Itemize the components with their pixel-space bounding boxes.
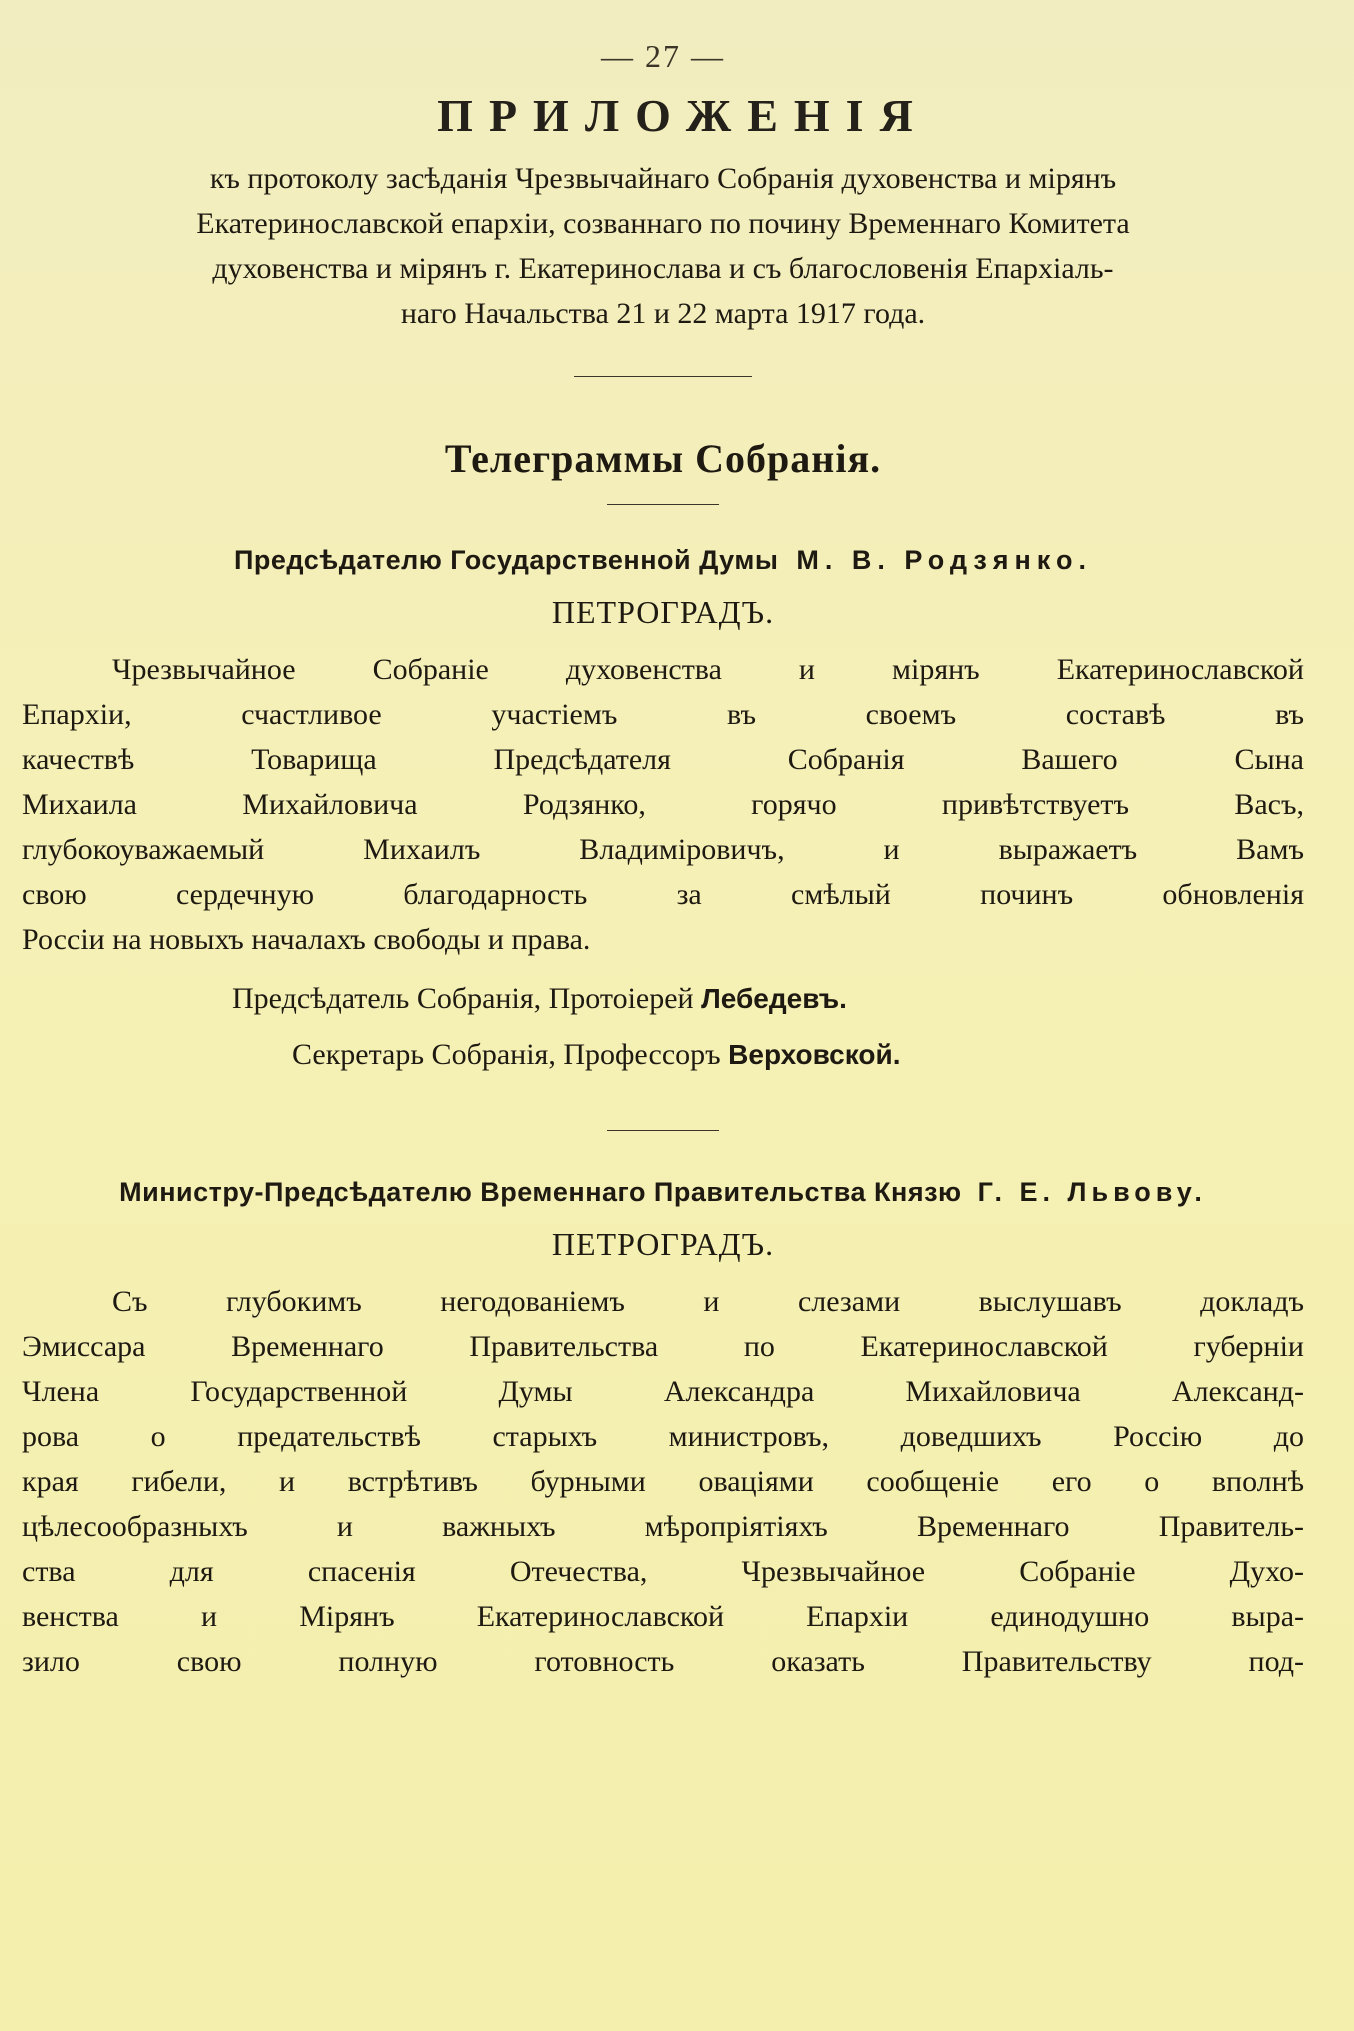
telegram-1	[22, 545, 1304, 1072]
telegram-1-addressee	[22, 545, 1304, 576]
addressee-prefix: Предсѣдателю Государственной Думы	[234, 545, 779, 575]
body-line: Члена Государственной Думы Александра Михайловича Александ-	[22, 1375, 1304, 1408]
telegram-2	[22, 1177, 1304, 1684]
body-line: края гибели, и встрѣтивъ бурными оваціями сообщеніе его о вполнѣ	[22, 1465, 1304, 1498]
addressee-prefix: Министру-Предсѣдателю Временнаго Правительства Князю	[119, 1177, 962, 1207]
addressee-name: М. В. Родзянко.	[796, 545, 1092, 575]
body-line: зило свою полную готовность оказать Правительству под-	[22, 1645, 1304, 1678]
document-subtitle	[22, 156, 1304, 336]
signature-name: Лебедевъ.	[701, 983, 847, 1014]
divider	[574, 376, 752, 377]
body-line: рова о предательствѣ старыхъ министровъ, доведшихъ Россію до	[22, 1420, 1304, 1453]
divider	[607, 1130, 719, 1131]
body-line: качествѣ Товарища Предсѣдателя Собранія Вашего Сына	[22, 743, 1304, 776]
body-line: Съ глубокимъ негодованіемъ и слезами выслушавъ докладъ	[112, 1285, 1304, 1318]
body-line: ства для спасенія Отечества, Чрезвычайное Собраніе Духо-	[22, 1555, 1304, 1588]
page-number: — 27 —	[601, 38, 725, 74]
signature-role: Секретарь Собранія, Профессоръ	[292, 1038, 721, 1071]
subtitle-line: духовенства и мірянъ г. Екатеринослава и съ благословенія Епархіаль-	[212, 252, 1114, 285]
body-line: Михаила Михайловича Родзянко, горячо привѣтствуетъ Васъ,	[22, 788, 1304, 821]
signature-chairman	[232, 982, 1304, 1016]
signature-secretary	[292, 1038, 1304, 1072]
subtitle-line: къ протоколу засѣданія Чрезвычайнаго Собранія духовенства и мірянъ	[209, 162, 1117, 195]
body-line: Чрезвычайное Собраніе духовенства и мірянъ Екатеринославской	[112, 653, 1304, 686]
body-line: глубокоуважаемый Михаилъ Владиміровичъ, и выражаетъ Вамъ	[22, 833, 1304, 866]
telegram-1-city: ПЕТРОГРАДЪ.	[551, 594, 775, 630]
body-line: Россіи на новыхъ началахъ свободы и права.	[22, 923, 591, 956]
telegram-1-body	[22, 647, 1304, 962]
telegram-2-city: ПЕТРОГРАДЪ.	[551, 1226, 775, 1262]
body-line: венства и Мірянъ Екатеринославской Епархіи единодушно выра-	[22, 1600, 1304, 1633]
telegram-2-body	[22, 1279, 1304, 1684]
signature-name: Верховской.	[728, 1039, 901, 1070]
section-heading: Телеграммы Собранія.	[444, 436, 882, 481]
signature-role: Предсѣдатель Собранія, Протоіерей	[232, 982, 694, 1015]
document-title: ПРИЛОЖЕНІЯ	[437, 90, 929, 141]
subtitle-line: наго Начальства 21 и 22 марта 1917 года.	[400, 297, 926, 330]
addressee-name: Г. Е. Львову.	[977, 1177, 1207, 1207]
telegram-2-addressee	[22, 1177, 1304, 1208]
body-line: Епархіи, счастливое участіемъ въ своемъ составѣ въ	[22, 698, 1304, 731]
body-line: свою сердечную благодарность за смѣлый починъ обновленія	[22, 878, 1304, 911]
body-line: Эмиссара Временнаго Правительства по Екатеринославской губерніи	[22, 1330, 1304, 1363]
body-line: цѣлесообразныхъ и важныхъ мѣропріятіяхъ Временнаго Правитель-	[22, 1510, 1304, 1543]
divider	[607, 504, 719, 505]
subtitle-line: Екатеринославской епархіи, созваннаго по почину Временнаго Комитета	[196, 207, 1130, 240]
